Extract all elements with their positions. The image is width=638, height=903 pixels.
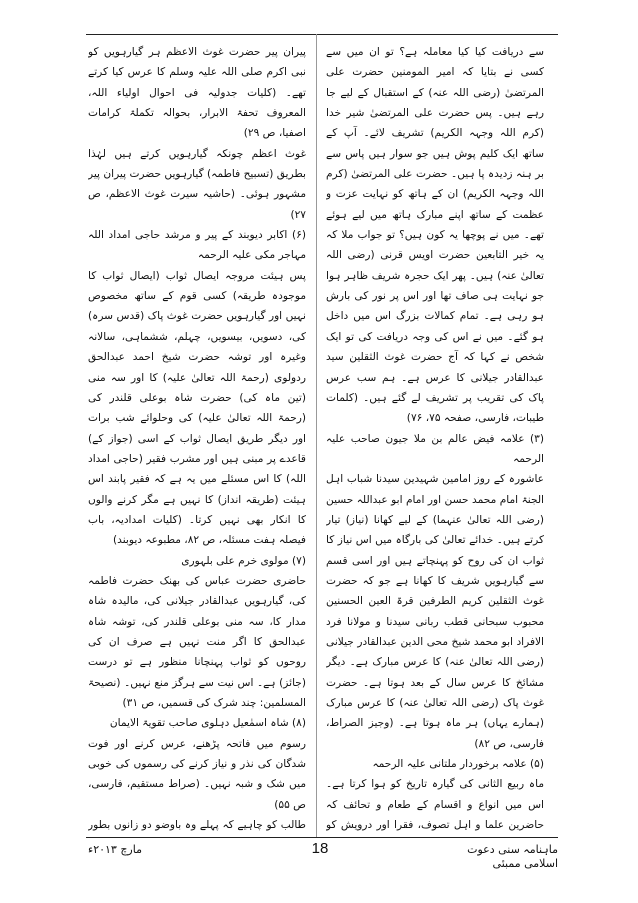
section-heading-7: (۷) مولوی خرم علی بلہوری bbox=[181, 554, 306, 567]
section-heading-3: (۳) علامہ فیض عالم بن ملا جیون صاحب علیہ الرحمہ bbox=[326, 432, 544, 465]
paragraph-3: ماہ ربیع الثانی کی گیارہ تاریخ کو ہوا کرتا ہے۔ اس میں انواع و اقسام کے طعام و تحائف کہ حاضرین علما و اہل تصوف، فقرا اور درویش کو bbox=[326, 778, 544, 832]
paragraph-8: حاضری حضرت عباس کی بھنک حضرت فاطمہ کی، گیارہویں عبدالقادر جیلانی کی، مالیدہ شاہ مدار کا، سہ منی بوعلی قلندر کی، توشہ شاہ عبدالحق کا اگر منت نہیں ہے صرف ان کی روحوں کو ثواب پہنچانا منظور ہے تو درست (جائز) ہے۔ اس نیت سے ہرگز منع نہیں۔ (نصیحۃ المسلمین: چند شرک کی قسمیں، ص ۳۱) bbox=[88, 574, 306, 709]
section-heading-8: (۸) شاہ اسمٰعیل دہلوی صاحب تقویۃ الایمان bbox=[109, 717, 306, 730]
section-heading-6: (۶) اکابر دیوبند کے پیر و مرشد حاجی امداد اللہ مہاجر مکی علیہ الرحمہ bbox=[88, 229, 306, 262]
paragraph-1: سے دریافت کیا کیا معاملہ ہے؟ تو ان میں سے کسی نے بتایا کہ امیر المومنین حضرت علی المرتضیٰ (رضی اللہ عنہ) کے استقبال کے لیے جا رہے ہیں۔ پس حضرت علی المرتضیٰ شیر خدا (کرم اللہ وجہہ الکریم) تشریف لائے۔ آپ کے ساتھ ایک کلیم پوش ہیں جو سوار ہیں پاس سے بر ہنہ زدیدہ پا ہیں۔ حضرت علی المرتضیٰ (کرم اللہ وجہہ الکریم) ان کے ہاتھ کو نہایت عزت و عظمت کے ساتھ اپنے مبارک ہاتھ میں لیے ہوئے تھے۔ میں نے پوچھا یہ کون ہیں؟ تو جواب ملا کہ یہ خیر التابعین حضرت اویس قرنی (رضی اللہ تعالیٰ عنہ) ہیں۔ پھر ایک حجرہ شریف ظاہر ہوا جو نہایت ہی صاف تھا اور اس پر نور کی بارش ہو رہی ہے۔ تمام کمالات بزرگ اس میں داخل ہو گئے۔ میں نے اس کی وجہ دریافت کی تو ایک شخص نے کہا کہ آج حضرت غوث الثقلین سید عبدالقادر جیلانی کا عرس ہے۔ ہم سب عرس پاک کی تقریب پر تشریف لے گئے ہیں۔ (کلمات طیبات، فارسی، صفحہ ۷۵، ۷۶) bbox=[326, 46, 544, 425]
paragraph-9: رسوم میں فاتحہ پڑھنے، عرس کرنے اور فوت شدگان کی نذر و نیاز کرنے کی رسموں کی خوبی میں شک و شبہ نہیں۔ (صراط مستقیم، فارسی، ص ۵۵) bbox=[88, 737, 306, 811]
left-column bbox=[88, 42, 306, 832]
issue-date: مارچ ۲۰۱۳ء bbox=[88, 843, 142, 856]
section-heading-5: (۵) علامہ برخوردار ملتانی علیہ الرحمہ bbox=[372, 758, 544, 771]
magazine-name: ماہنامہ سنی دعوت اسلامی ممبئی bbox=[467, 843, 558, 870]
column-divider bbox=[316, 34, 317, 837]
right-column bbox=[326, 42, 544, 832]
bottom-rule bbox=[86, 837, 558, 838]
paragraph-10: طالب کو چاہیے کہ پہلے وہ باوضو دو زانوں بطور bbox=[88, 819, 306, 832]
paragraph-5: پیران پیر حضرت غوث الاعظم ہر گیارہویں کو نبی اکرم صلی اللہ علیہ وسلم کا عرس کیا کرتے تھے۔ (کلیات جدولیہ فی احوال اولیاء اللہ، المعروف تحفۃ الابرار، بحوالہ تکملۃ کرامات اصفیا، ص ۲۹) bbox=[88, 46, 306, 140]
paragraph-7: پس ہیئت مروجہ ایصال ثواب (ایصال ثواب کا موجودہ طریقہ) کسی قوم کے ساتھ مخصوص نہیں اور گیارہویں حضرت غوث پاک (قدس سرہ) کی، دسویں، بیسویں، چہلم، ششماہی، سالانہ وغیرہ اور توشہ حضرت شیخ احمد عبدالحق ردولوی (رحمۃ اللہ تعالیٰ علیہ) کا اور سہ منی (تین ماہ کی) حضرت شاہ بوعلی قلندر کی (رحمۃ اللہ تعالیٰ علیہ) کی وحلوائے شب برات اور دیگر طریق ایصال ثواب کے اسی (جواز کے) قاعدے پر مبنی ہیں اور مشرب فقیر (حاجی امداد اللہ) کا اس مسئلے میں یہ ہے کہ فقیر پابند اس ہیئت (طریقہ انداز) کا نہیں ہے مگر کرنے والوں کا انکار بھی نہیں کرتا۔ (کلیات امدادیہ، باب فیصلہ ہفت مسئلہ، ص ۸۲، مطبوعہ دیوبند) bbox=[88, 269, 306, 547]
paragraph-2: عاشورہ کے روز امامین شہیدین سیدنا شباب اہل الجنۃ امام محمد حسن اور امام ابو عبداللہ حسین (رضی اللہ تعالیٰ عنہما) کے لیے کھانا (نیاز) تیار کرتے ہیں۔ خدائے تعالیٰ کی بارگاہ میں اس نیاز کا ثواب ان کی روح کو پہنچاتے ہیں اور اسی قسم سے گیارہویں شریف کا کھانا ہے جو کہ حضرت غوث الثقلین کریم الطرفین قرۃ العین الحسنین محبوب سبحانی قطب ربانی سیدنا و مولانا فرد الافراد ابو محمد شیخ محی الدین عبدالقادر جیلانی (رضی اللہ تعالیٰ عنہ) کا عرس مبارک ہے۔ دیگر مشائخ کا عرس سال کے بعد ہوتا ہے۔ حضرت غوث پاک (رضی اللہ تعالیٰ عنہ) کا عرس مبارک (ہمارے یہاں) ہر ماہ ہوتا ہے۔ (وجیز الصراط، فارسی، ص ۸۲) bbox=[326, 473, 544, 750]
top-rule bbox=[86, 34, 558, 35]
page-number: 18 bbox=[311, 840, 329, 857]
paragraph-6: غوث اعظم چونکہ گیارہویں کرتے ہیں لہٰذا بطریق (تسبیح فاطمہ) گیارہویں حضرت پیران پیر مشہور ہوئی۔ (حاشیہ سیرت غوث الاعظم، ص ۲۷) bbox=[88, 147, 306, 221]
